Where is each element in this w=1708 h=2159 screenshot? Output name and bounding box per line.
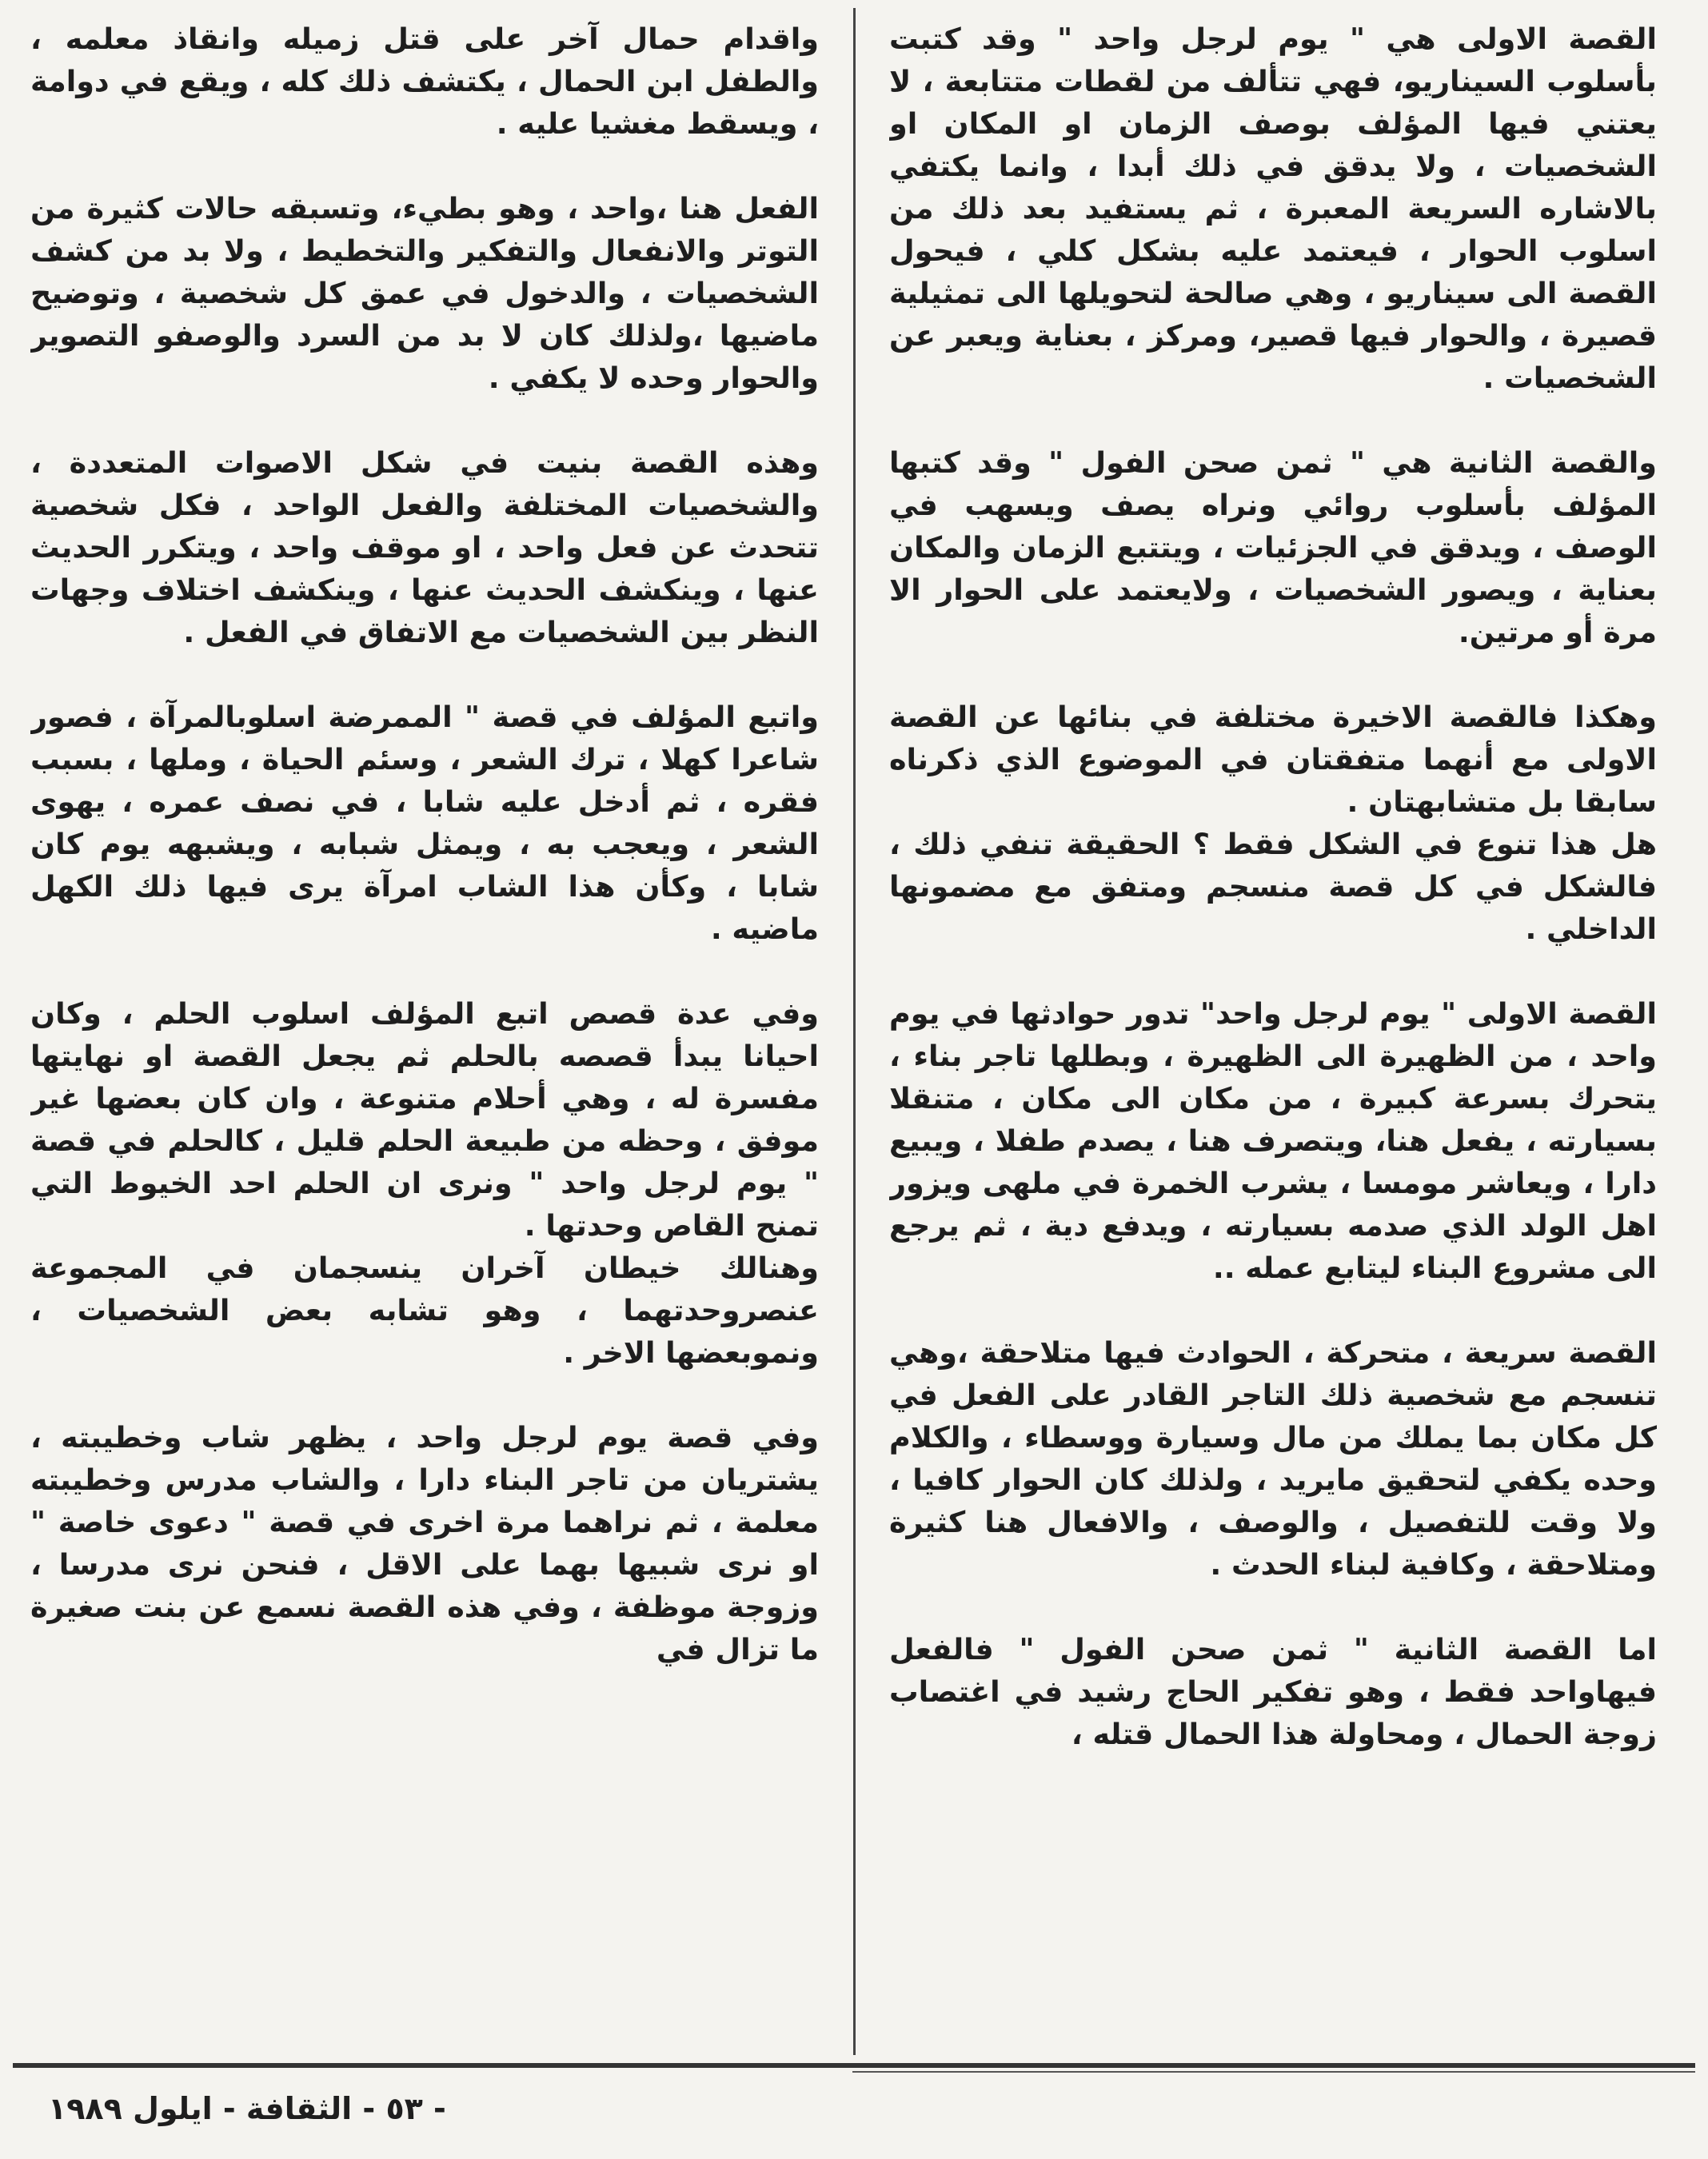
right-column	[889, 18, 1657, 2049]
footer-rule-secondary	[852, 2071, 1695, 2073]
paragraph: وهكذا فالقصة الاخيرة مختلفة في بنائها عن القصة الاولى مع أنهما متفقتان في الموضوع الذي ذكرناه سابقا بل متشابهتان .	[889, 700, 1657, 819]
paragraph: والقصة الثانية هي " ثمن صحن الفول " وقد كتبها المؤلف بأسلوب روائي ونراه يصف ويسهب في الوصف ، ويدقق في الجزئيات ، ويتتبع الزمان والمكان بعناية ، ويصور الشخصيات ، ولايعتمد على الحوار الا مرة أو مرتين.	[889, 445, 1657, 649]
paragraph: القصة الاولى " يوم لرجل واحد" تدور حوادثها في يوم واحد ، من الظهيرة الى الظهيرة ، وبطلها تاجر بناء ، يتحرك بسرعة كبيرة ، من مكان الى مكان ، متنقلا بسيارته ، يفعل هنا، ويتصرف هنا ، يصدم طفلا ، ويبيع دارا ، ويعاشر مومسا ، يشرب الخمرة في ملهى ويزور اهل الولد الذي صدمه بسيارته ، ويدفع دية ، ثم يرجع الى مشروع البناء ليتابع عمله ..	[889, 996, 1657, 1285]
paragraph: القصة الاولى هي " يوم لرجل واحد " وقد كتبت بأسلوب السيناريو، فهي تتألف من لقطات متتابعة ، لا يعتني فيها المؤلف بوصف الزمان او المكان او الشخصيات ، ولا يدقق في ذلك أبدا ، وانما يكتفي بالاشاره السريعة المعبرة ، ثم يستفيد بعد ذلك من اسلوب الحوار ، فيعتمد عليه بشكل كلي ، فيحول القصة الى سيناريو ، وهي صالحة لتحويلها الى تمثيلية قصيرة ، والحوار فيها قصير، ومركز ، بعناية ويعبر عن الشخصيات .	[889, 22, 1657, 395]
paragraph: القصة سريعة ، متحركة ، الحوادث فيها متلاحقة ،وهي تنسجم مع شخصية ذلك التاجر القادر على الفعل في كل مكان بما يملك من مال وسيارة ووسطاء ، والكلام وحده يكفي لتحقيق مايريد ، ولذلك كان الحوار كافيا ، ولا وقت للتفصيل ، والوصف ، والافعال هنا كثيرة ومتلاحقة ، وكافية لبناء الحدث .	[889, 1335, 1657, 1582]
page-footer: - ٥٣ - الثقافة - ايلول ١٩٨٩	[48, 2091, 446, 2126]
paragraph: الفعل هنا ،واحد ، وهو بطيء، وتسبقه حالات كثيرة من التوتر والانفعال والتفكير والتخطيط ، ولا بد من كشف الشخصيات ، والدخول في عمق كل شخصية ، وتوضيح ماضيها ،ولذلك كان لا بد من السرد والوصفو التصوير والحوار وحده لا يكفي .	[30, 191, 819, 395]
paragraph: هل هذا تنوع في الشكل فقط ؟ الحقيقة تنفي ذلك ، فالشكل في كل قصة منسجم ومتفق مع مضمونها الداخلي .	[889, 827, 1657, 946]
paragraph: وفي قصة يوم لرجل واحد ، يظهر شاب وخطيبته ، يشتريان من تاجر البناء دارا ، والشاب مدرس وخطيبته معلمة ، ثم نراهما مرة اخرى في قصة " دعوى خاصة " او نرى شبيها بهما على الاقل ، فنحن نرى مدرسا ، وزوجة موظفة ، وفي هذه القصة نسمع عن بنت صغيرة ما تزال في	[30, 1420, 819, 1666]
left-column	[30, 18, 819, 2049]
paragraph: واتبع المؤلف في قصة " الممرضة اسلوبالمرآة ، فصور شاعرا كهلا ، ترك الشعر ، وسئم الحياة ، وملها ، بسبب فقره ، ثم أدخل عليه شابا ، في نصف عمره ، يهوى الشعر ، ويعجب به ، ويمثل شبابه ، ويشبهه يوم كان شابا ، وكأن هذا الشاب امرآة يرى فيها ذلك الكهل ماضيه .	[30, 700, 819, 946]
paragraph: وهنالك خيطان آخران ينسجمان في المجموعة عنصروحدتهما ، وهو تشابه بعض الشخصيات ، ونموبعضها الاخر .	[30, 1251, 819, 1370]
footer-rule	[13, 2063, 1695, 2068]
paragraph: وهذه القصة بنيت في شكل الاصوات المتعددة ، والشخصيات المختلفة والفعل الواحد ، فكل شخصية تتحدث عن فعل واحد ، او موقف واحد ، ويتكرر الحديث عنها ، وينكشف الحديث عنها ، وينكشف اختلاف وجهات النظر بين الشخصيات مع الاتفاق في الفعل .	[30, 445, 819, 649]
paragraph: اما القصة الثانية " ثمن صحن الفول " فالفعل فيهاواحد فقط ، وهو تفكير الحاج رشيد في اغتصاب زوجة الحمال ، ومحاولة هذا الحمال قتله ،	[889, 1632, 1657, 1751]
column-divider	[853, 8, 856, 2055]
paragraph: واقدام حمال آخر على قتل زميله وانقاذ معلمه ، والطفل ابن الحمال ، يكتشف ذلك كله ، ويقع في دوامة ، ويسقط مغشيا عليه .	[30, 22, 819, 141]
paragraph: وفي عدة قصص اتبع المؤلف اسلوب الحلم ، وكان احيانا يبدأ قصصه بالحلم ثم يجعل القصة او نهايتها مفسرة له ، وهي أحلام متنوعة ، وان كان بعضها غير موفق ، وحظه من طبيعة الحلم قليل ، كالحلم في قصة " يوم لرجل واحد " ونرى ان الحلم احد الخيوط التي تمنح القاص وحدتها .	[30, 996, 819, 1243]
